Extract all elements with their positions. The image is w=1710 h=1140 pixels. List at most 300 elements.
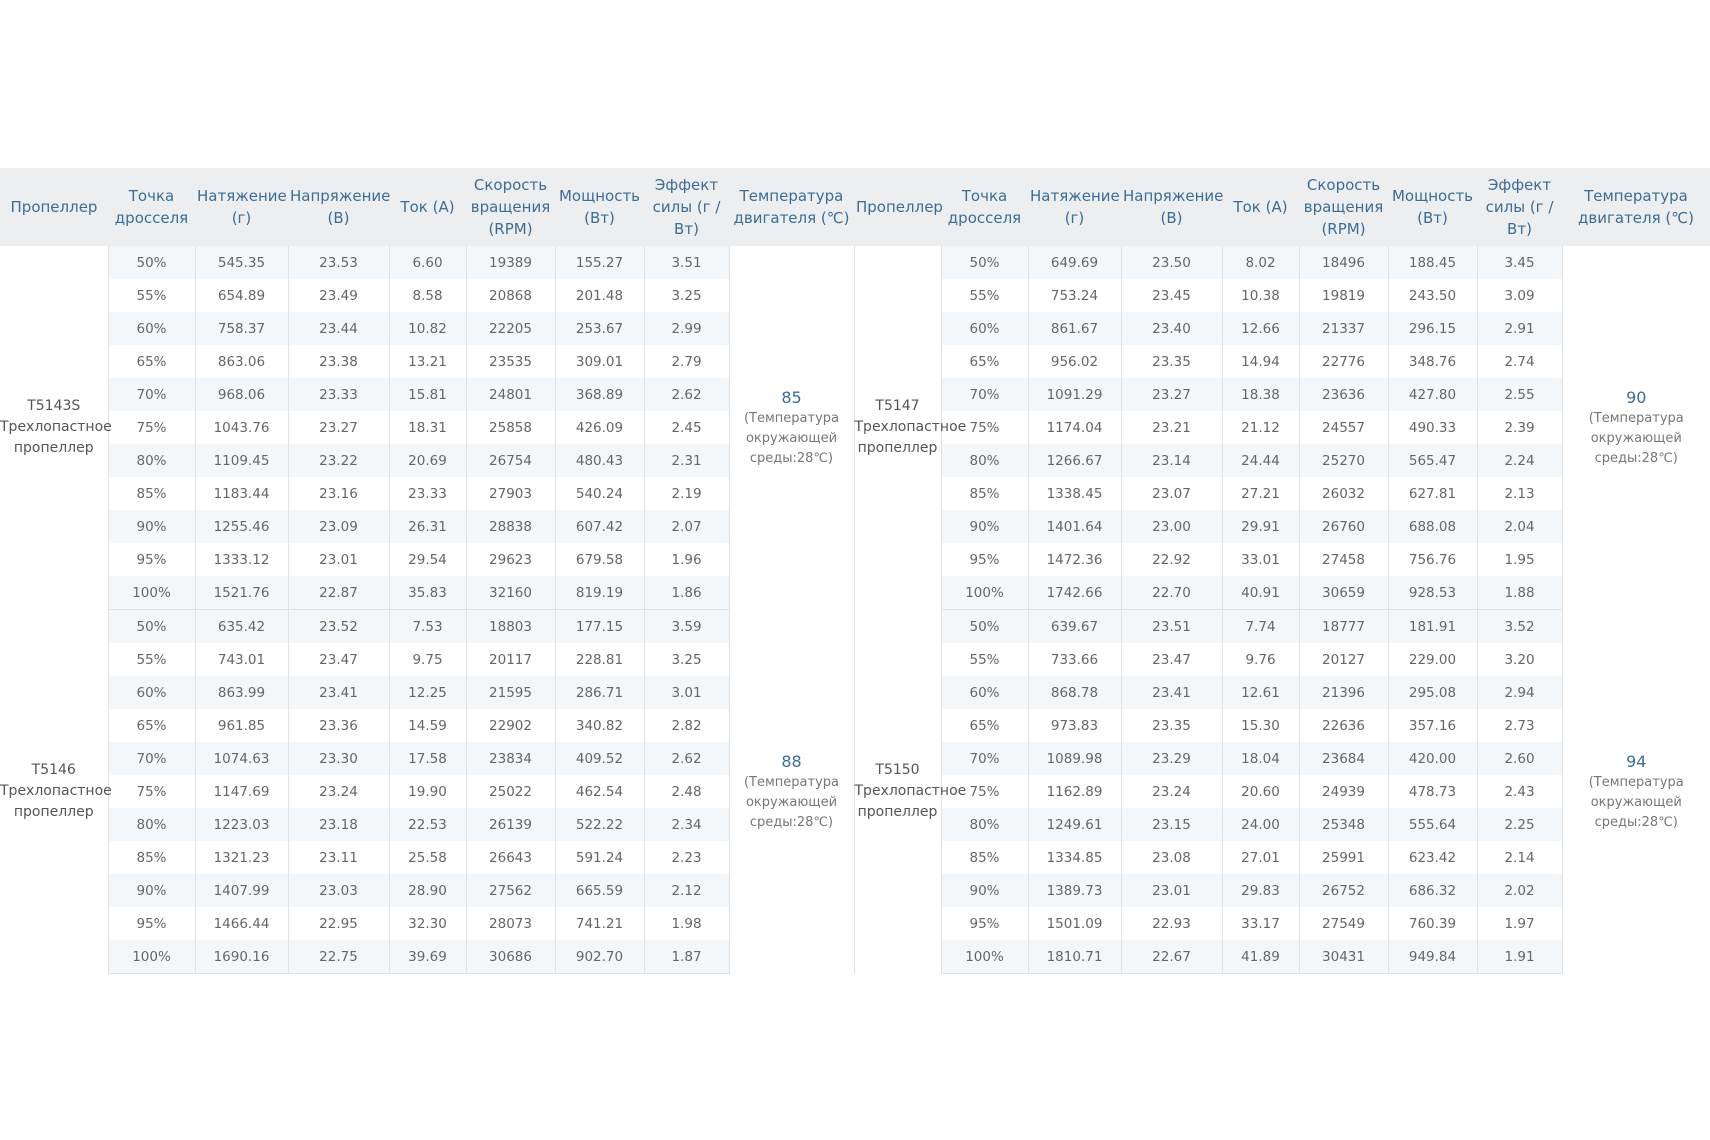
voltage-cell: 23.22 [288, 444, 389, 477]
power-cell: 181.91 [1388, 610, 1477, 644]
throttle-cell: 100% [941, 940, 1028, 974]
thrust-cell: 973.83 [1028, 709, 1121, 742]
current-cell: 41.89 [1222, 940, 1299, 974]
rpm-cell: 24801 [466, 378, 555, 411]
throttle-cell: 95% [108, 907, 195, 940]
throttle-cell: 60% [941, 312, 1028, 345]
power-cell: 155.27 [555, 246, 644, 279]
rpm-cell: 26139 [466, 808, 555, 841]
throttle-cell: 75% [108, 411, 195, 444]
rpm-cell: 21396 [1299, 676, 1388, 709]
voltage-cell: 23.35 [1121, 345, 1222, 378]
propeller-name-line: T5146 [31, 762, 76, 778]
rpm-cell: 18803 [466, 610, 555, 644]
efficiency-cell: 2.94 [1477, 676, 1562, 709]
power-cell: 627.81 [1388, 477, 1477, 510]
column-header: Натяжение (г) [195, 168, 288, 246]
power-cell: 228.81 [555, 643, 644, 676]
current-cell: 22.53 [389, 808, 466, 841]
efficiency-cell: 3.20 [1477, 643, 1562, 676]
column-header: Эффект силы (г / Вт) [1477, 168, 1562, 246]
voltage-cell: 23.50 [1121, 246, 1222, 279]
power-cell: 253.67 [555, 312, 644, 345]
thrust-cell: 1109.45 [195, 444, 288, 477]
propeller-test-table [0, 168, 1710, 974]
thrust-cell: 1174.04 [1028, 411, 1121, 444]
throttle-cell: 60% [108, 676, 195, 709]
power-cell: 928.53 [1388, 576, 1477, 610]
thrust-cell: 956.02 [1028, 345, 1121, 378]
voltage-cell: 23.09 [288, 510, 389, 543]
thrust-cell: 968.06 [195, 378, 288, 411]
current-cell: 39.69 [389, 940, 466, 974]
efficiency-cell: 2.39 [1477, 411, 1562, 444]
efficiency-cell: 3.25 [644, 643, 729, 676]
power-cell: 480.43 [555, 444, 644, 477]
voltage-cell: 23.41 [288, 676, 389, 709]
efficiency-cell: 3.51 [644, 246, 729, 279]
voltage-cell: 23.36 [288, 709, 389, 742]
efficiency-cell: 3.52 [1477, 610, 1562, 644]
rpm-cell: 29623 [466, 543, 555, 576]
throttle-cell: 100% [108, 940, 195, 974]
voltage-cell: 22.87 [288, 576, 389, 610]
power-cell: 295.08 [1388, 676, 1477, 709]
current-cell: 17.58 [389, 742, 466, 775]
current-cell: 9.75 [389, 643, 466, 676]
throttle-cell: 80% [941, 444, 1028, 477]
current-cell: 12.25 [389, 676, 466, 709]
current-cell: 15.81 [389, 378, 466, 411]
power-cell: 348.76 [1388, 345, 1477, 378]
thrust-cell: 1334.85 [1028, 841, 1121, 874]
voltage-cell: 23.38 [288, 345, 389, 378]
efficiency-cell: 2.91 [1477, 312, 1562, 345]
ambient-temperature-note: (Температура [1588, 774, 1684, 790]
current-cell: 15.30 [1222, 709, 1299, 742]
power-cell: 177.15 [555, 610, 644, 644]
table-row [0, 610, 1710, 644]
voltage-cell: 23.21 [1121, 411, 1222, 444]
rpm-cell: 27458 [1299, 543, 1388, 576]
efficiency-cell: 2.62 [644, 742, 729, 775]
propeller-name-line: Трехлопастное [854, 419, 967, 436]
efficiency-cell: 2.04 [1477, 510, 1562, 543]
column-header: Мощность (Вт) [555, 168, 644, 246]
rpm-cell: 25348 [1299, 808, 1388, 841]
motor-temperature-value: 88 [781, 751, 802, 771]
motor-temperature-value: 85 [781, 387, 802, 407]
rpm-cell: 25858 [466, 411, 555, 444]
rpm-cell: 23636 [1299, 378, 1388, 411]
efficiency-cell: 2.55 [1477, 378, 1562, 411]
power-cell: 756.76 [1388, 543, 1477, 576]
thrust-cell: 733.66 [1028, 643, 1121, 676]
rpm-cell: 19389 [466, 246, 555, 279]
thrust-cell: 863.06 [195, 345, 288, 378]
current-cell: 19.90 [389, 775, 466, 808]
efficiency-cell: 2.62 [644, 378, 729, 411]
current-cell: 33.01 [1222, 543, 1299, 576]
power-cell: 340.82 [555, 709, 644, 742]
power-cell: 427.80 [1388, 378, 1477, 411]
power-cell: 420.00 [1388, 742, 1477, 775]
current-cell: 12.66 [1222, 312, 1299, 345]
voltage-cell: 23.01 [1121, 874, 1222, 907]
voltage-cell: 23.47 [288, 643, 389, 676]
voltage-cell: 23.44 [288, 312, 389, 345]
throttle-cell: 60% [108, 312, 195, 345]
throttle-cell: 55% [108, 279, 195, 312]
efficiency-cell: 2.13 [1477, 477, 1562, 510]
efficiency-cell: 3.59 [644, 610, 729, 644]
motor-temperature-cell [729, 246, 854, 610]
throttle-cell: 50% [941, 246, 1028, 279]
current-cell: 25.58 [389, 841, 466, 874]
thrust-cell: 1162.89 [1028, 775, 1121, 808]
current-cell: 18.31 [389, 411, 466, 444]
thrust-cell: 1043.76 [195, 411, 288, 444]
rpm-cell: 25991 [1299, 841, 1388, 874]
throttle-cell: 55% [108, 643, 195, 676]
efficiency-cell: 2.02 [1477, 874, 1562, 907]
throttle-cell: 90% [941, 510, 1028, 543]
rpm-cell: 26643 [466, 841, 555, 874]
rpm-cell: 20127 [1299, 643, 1388, 676]
rpm-cell: 18777 [1299, 610, 1388, 644]
column-header: Температура двигателя (℃) [729, 168, 854, 246]
current-cell: 29.54 [389, 543, 466, 576]
throttle-cell: 65% [941, 709, 1028, 742]
throttle-cell: 75% [941, 411, 1028, 444]
table-header-row [0, 168, 1710, 246]
ambient-temperature-note: среды:28℃) [749, 814, 834, 830]
throttle-cell: 65% [108, 345, 195, 378]
propeller-name-cell [0, 610, 112, 974]
voltage-cell: 23.49 [288, 279, 389, 312]
motor-temperature-value: 94 [1626, 751, 1647, 771]
efficiency-cell: 1.86 [644, 576, 729, 610]
efficiency-cell: 1.98 [644, 907, 729, 940]
efficiency-cell: 1.95 [1477, 543, 1562, 576]
power-cell: 819.19 [555, 576, 644, 610]
rpm-cell: 30431 [1299, 940, 1388, 974]
propeller-name-line: пропеллер [13, 804, 94, 820]
throttle-cell: 85% [941, 477, 1028, 510]
current-cell: 20.69 [389, 444, 466, 477]
efficiency-cell: 2.60 [1477, 742, 1562, 775]
thrust-cell: 1389.73 [1028, 874, 1121, 907]
ambient-temperature-note: (Температура [743, 774, 840, 790]
current-cell: 14.59 [389, 709, 466, 742]
thrust-cell: 1338.45 [1028, 477, 1121, 510]
current-cell: 35.83 [389, 576, 466, 610]
voltage-cell: 23.51 [1121, 610, 1222, 644]
efficiency-cell: 2.14 [1477, 841, 1562, 874]
ambient-temperature-note: среды:28℃) [1594, 814, 1678, 830]
voltage-cell: 23.01 [288, 543, 389, 576]
thrust-cell: 868.78 [1028, 676, 1121, 709]
current-cell: 10.38 [1222, 279, 1299, 312]
current-cell: 10.82 [389, 312, 466, 345]
power-cell: 201.48 [555, 279, 644, 312]
rpm-cell: 24557 [1299, 411, 1388, 444]
throttle-cell: 60% [941, 676, 1028, 709]
voltage-cell: 23.15 [1121, 808, 1222, 841]
power-cell: 688.08 [1388, 510, 1477, 543]
throttle-cell: 90% [108, 510, 195, 543]
thrust-cell: 743.01 [195, 643, 288, 676]
power-cell: 462.54 [555, 775, 644, 808]
voltage-cell: 23.52 [288, 610, 389, 644]
ambient-temperature-note: окружающей [745, 430, 838, 446]
efficiency-cell: 2.99 [644, 312, 729, 345]
rpm-cell: 24939 [1299, 775, 1388, 808]
propeller-name-line: пропеллер [857, 440, 938, 457]
column-header: Скорость вращения (RPM) [1299, 168, 1388, 246]
rpm-cell: 26760 [1299, 510, 1388, 543]
rpm-cell: 28838 [466, 510, 555, 543]
propeller-name-line: Трехлопастное [0, 783, 112, 799]
efficiency-cell: 2.31 [644, 444, 729, 477]
rpm-cell: 26754 [466, 444, 555, 477]
voltage-cell: 23.07 [1121, 477, 1222, 510]
rpm-cell: 25270 [1299, 444, 1388, 477]
voltage-cell: 23.11 [288, 841, 389, 874]
throttle-cell: 85% [108, 841, 195, 874]
efficiency-cell: 1.88 [1477, 576, 1562, 610]
current-cell: 26.31 [389, 510, 466, 543]
thrust-cell: 758.37 [195, 312, 288, 345]
propeller-test-table-container [0, 168, 1710, 974]
current-cell: 20.60 [1222, 775, 1299, 808]
column-header: Мощность (Вт) [1388, 168, 1477, 246]
throttle-cell: 80% [108, 444, 195, 477]
current-cell: 8.02 [1222, 246, 1299, 279]
thrust-cell: 1501.09 [1028, 907, 1121, 940]
column-header: Точка дросселя [108, 168, 195, 246]
rpm-cell: 21337 [1299, 312, 1388, 345]
voltage-cell: 23.24 [288, 775, 389, 808]
table-row [0, 246, 1710, 279]
current-cell: 9.76 [1222, 643, 1299, 676]
efficiency-cell: 2.34 [644, 808, 729, 841]
throttle-cell: 55% [941, 643, 1028, 676]
propeller-name-cell [854, 246, 967, 610]
current-cell: 6.60 [389, 246, 466, 279]
thrust-cell: 1147.69 [195, 775, 288, 808]
throttle-cell: 95% [941, 907, 1028, 940]
voltage-cell: 23.30 [288, 742, 389, 775]
efficiency-cell: 2.19 [644, 477, 729, 510]
voltage-cell: 23.08 [1121, 841, 1222, 874]
efficiency-cell: 2.79 [644, 345, 729, 378]
rpm-cell: 30659 [1299, 576, 1388, 610]
thrust-cell: 1091.29 [1028, 378, 1121, 411]
ambient-temperature-note: среды:28℃) [1594, 450, 1678, 466]
voltage-cell: 23.03 [288, 874, 389, 907]
efficiency-cell: 2.25 [1477, 808, 1562, 841]
rpm-cell: 27549 [1299, 907, 1388, 940]
rpm-cell: 32160 [466, 576, 555, 610]
power-cell: 357.16 [1388, 709, 1477, 742]
current-cell: 18.04 [1222, 742, 1299, 775]
motor-temperature-cell [729, 610, 854, 974]
voltage-cell: 22.92 [1121, 543, 1222, 576]
efficiency-cell: 1.87 [644, 940, 729, 974]
rpm-cell: 27903 [466, 477, 555, 510]
voltage-cell: 23.53 [288, 246, 389, 279]
current-cell: 24.00 [1222, 808, 1299, 841]
column-header: Натяжение (г) [1028, 168, 1121, 246]
motor-temperature-value: 90 [1626, 387, 1647, 407]
power-cell: 591.24 [555, 841, 644, 874]
throttle-cell: 70% [108, 378, 195, 411]
voltage-cell: 23.24 [1121, 775, 1222, 808]
current-cell: 33.17 [1222, 907, 1299, 940]
efficiency-cell: 2.24 [1477, 444, 1562, 477]
power-cell: 490.33 [1388, 411, 1477, 444]
throttle-cell: 75% [941, 775, 1028, 808]
thrust-cell: 1742.66 [1028, 576, 1121, 610]
throttle-cell: 95% [941, 543, 1028, 576]
power-cell: 296.15 [1388, 312, 1477, 345]
voltage-cell: 23.27 [288, 411, 389, 444]
efficiency-cell: 2.43 [1477, 775, 1562, 808]
voltage-cell: 22.70 [1121, 576, 1222, 610]
throttle-cell: 65% [108, 709, 195, 742]
column-header: Температура двигателя (℃) [1562, 168, 1710, 246]
current-cell: 32.30 [389, 907, 466, 940]
thrust-cell: 1249.61 [1028, 808, 1121, 841]
column-header: Ток (А) [389, 168, 466, 246]
rpm-cell: 22776 [1299, 345, 1388, 378]
efficiency-cell: 1.91 [1477, 940, 1562, 974]
efficiency-cell: 2.73 [1477, 709, 1562, 742]
voltage-cell: 23.18 [288, 808, 389, 841]
power-cell: 409.52 [555, 742, 644, 775]
power-cell: 902.70 [555, 940, 644, 974]
rpm-cell: 26032 [1299, 477, 1388, 510]
efficiency-cell: 3.01 [644, 676, 729, 709]
voltage-cell: 23.14 [1121, 444, 1222, 477]
thrust-cell: 1810.71 [1028, 940, 1121, 974]
efficiency-cell: 2.07 [644, 510, 729, 543]
efficiency-cell: 3.45 [1477, 246, 1562, 279]
efficiency-cell: 1.97 [1477, 907, 1562, 940]
thrust-cell: 1333.12 [195, 543, 288, 576]
column-header: Скорость вращения (RPM) [466, 168, 555, 246]
throttle-cell: 50% [941, 610, 1028, 644]
thrust-cell: 1266.67 [1028, 444, 1121, 477]
current-cell: 23.33 [389, 477, 466, 510]
column-header: Напряжение (В) [1121, 168, 1222, 246]
efficiency-cell: 2.12 [644, 874, 729, 907]
power-cell: 188.45 [1388, 246, 1477, 279]
current-cell: 8.58 [389, 279, 466, 312]
rpm-cell: 23684 [1299, 742, 1388, 775]
current-cell: 24.44 [1222, 444, 1299, 477]
propeller-name-cell [854, 610, 967, 974]
thrust-cell: 1183.44 [195, 477, 288, 510]
throttle-cell: 75% [108, 775, 195, 808]
power-cell: 368.89 [555, 378, 644, 411]
throttle-cell: 65% [941, 345, 1028, 378]
ambient-temperature-note: (Температура [743, 410, 840, 426]
column-header: Пропеллер [854, 168, 941, 246]
rpm-cell: 20868 [466, 279, 555, 312]
rpm-cell: 22205 [466, 312, 555, 345]
column-header: Пропеллер [0, 168, 108, 246]
throttle-cell: 50% [108, 610, 195, 644]
power-cell: 565.47 [1388, 444, 1477, 477]
thrust-cell: 1223.03 [195, 808, 288, 841]
throttle-cell: 70% [941, 742, 1028, 775]
power-cell: 679.58 [555, 543, 644, 576]
voltage-cell: 23.35 [1121, 709, 1222, 742]
column-header: Точка дросселя [941, 168, 1028, 246]
rpm-cell: 23834 [466, 742, 555, 775]
efficiency-cell: 2.45 [644, 411, 729, 444]
thrust-cell: 1690.16 [195, 940, 288, 974]
voltage-cell: 22.75 [288, 940, 389, 974]
throttle-cell: 85% [941, 841, 1028, 874]
thrust-cell: 1074.63 [195, 742, 288, 775]
rpm-cell: 25022 [466, 775, 555, 808]
power-cell: 949.84 [1388, 940, 1477, 974]
thrust-cell: 1401.64 [1028, 510, 1121, 543]
rpm-cell: 28073 [466, 907, 555, 940]
current-cell: 14.94 [1222, 345, 1299, 378]
thrust-cell: 1472.36 [1028, 543, 1121, 576]
voltage-cell: 23.40 [1121, 312, 1222, 345]
thrust-cell: 635.42 [195, 610, 288, 644]
current-cell: 29.83 [1222, 874, 1299, 907]
throttle-cell: 80% [941, 808, 1028, 841]
throttle-cell: 100% [108, 576, 195, 610]
voltage-cell: 23.33 [288, 378, 389, 411]
motor-temperature-cell [1562, 610, 1710, 974]
current-cell: 7.53 [389, 610, 466, 644]
ambient-temperature-note: окружающей [1590, 794, 1682, 810]
efficiency-cell: 3.25 [644, 279, 729, 312]
power-cell: 229.00 [1388, 643, 1477, 676]
voltage-cell: 23.27 [1121, 378, 1222, 411]
power-cell: 623.42 [1388, 841, 1477, 874]
current-cell: 27.21 [1222, 477, 1299, 510]
rpm-cell: 27562 [466, 874, 555, 907]
thrust-cell: 1521.76 [195, 576, 288, 610]
rpm-cell: 22636 [1299, 709, 1388, 742]
thrust-cell: 861.67 [1028, 312, 1121, 345]
power-cell: 760.39 [1388, 907, 1477, 940]
thrust-cell: 1089.98 [1028, 742, 1121, 775]
current-cell: 12.61 [1222, 676, 1299, 709]
efficiency-cell: 2.48 [644, 775, 729, 808]
column-header: Ток (А) [1222, 168, 1299, 246]
rpm-cell: 22902 [466, 709, 555, 742]
propeller-name-line: T5143S [27, 398, 81, 415]
voltage-cell: 23.00 [1121, 510, 1222, 543]
propeller-name-line: T5147 [875, 398, 920, 415]
motor-temperature-cell [1562, 246, 1710, 610]
thrust-cell: 654.89 [195, 279, 288, 312]
power-cell: 243.50 [1388, 279, 1477, 312]
rpm-cell: 18496 [1299, 246, 1388, 279]
propeller-name-line: пропеллер [857, 804, 938, 820]
thrust-cell: 961.85 [195, 709, 288, 742]
current-cell: 21.12 [1222, 411, 1299, 444]
